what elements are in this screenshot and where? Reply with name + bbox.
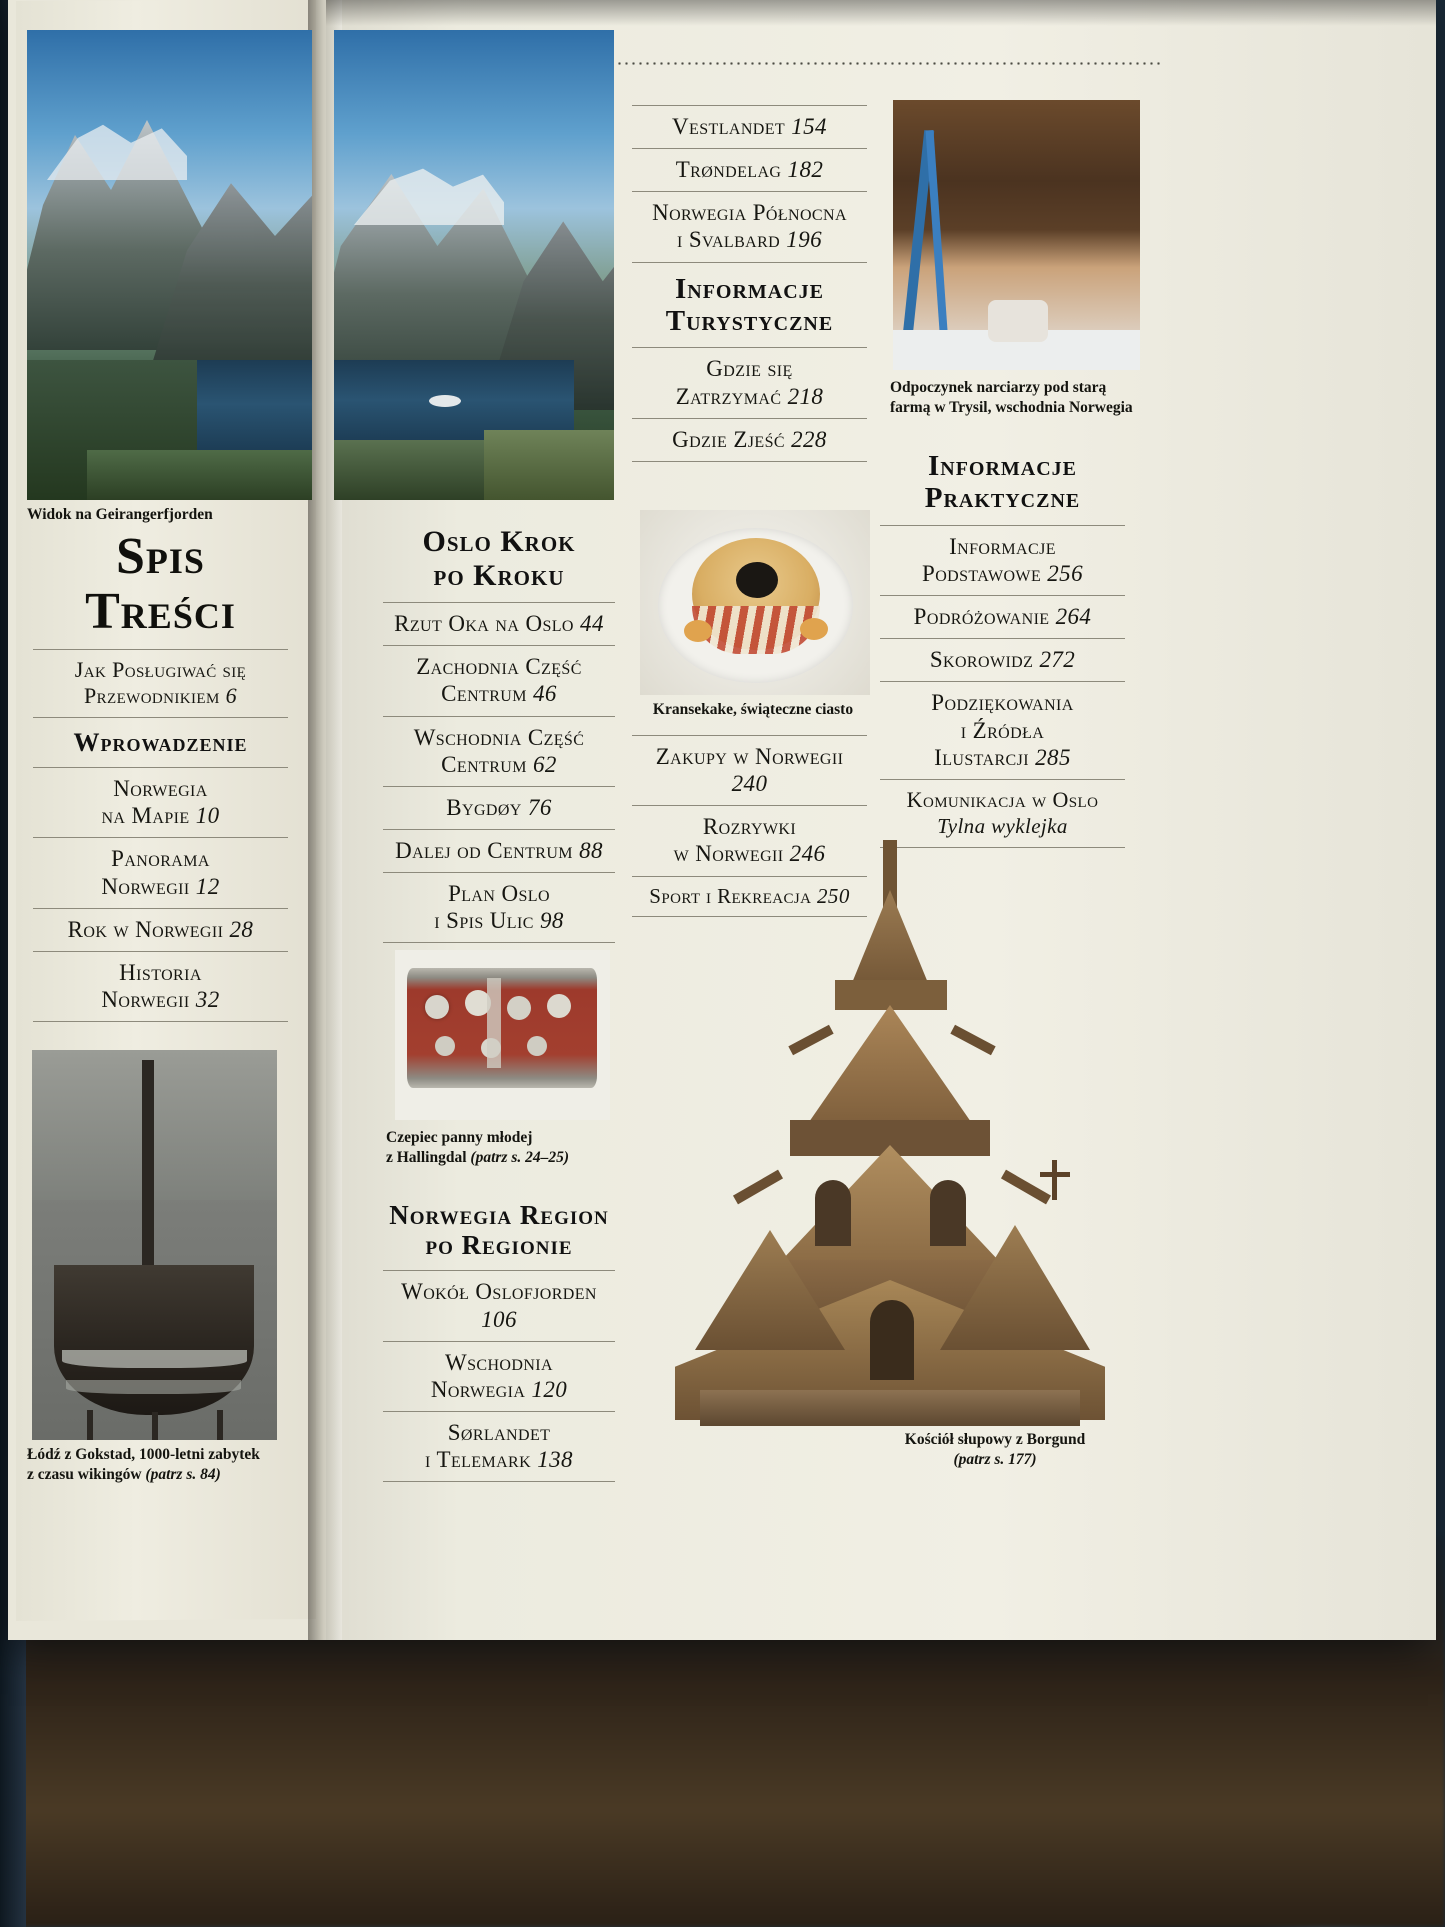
toc-entry-wokol-oslofjorden[interactable] bbox=[383, 1271, 615, 1341]
toc-section-label-line1: Informacje bbox=[927, 450, 1078, 482]
toc-fourth-column bbox=[880, 440, 1125, 848]
toc-entry-page: 106 bbox=[481, 1306, 517, 1332]
page-title-line1: Spis bbox=[116, 528, 205, 585]
toc-entry-page: 46 bbox=[533, 681, 557, 707]
toc-entry-label: Dalej od Centrum bbox=[395, 837, 573, 863]
toc-section-oslo-krok-po-kroku bbox=[383, 515, 615, 603]
caption-reference: (patrz s. 177) bbox=[953, 1450, 1037, 1468]
caption-line1: Czepiec panny młodej bbox=[386, 1129, 533, 1146]
toc-entry-page: 196 bbox=[786, 227, 822, 253]
toc-entry-page: 44 bbox=[580, 611, 604, 637]
toc-entry-page: 250 bbox=[817, 883, 850, 908]
toc-entry-page: 28 bbox=[229, 916, 254, 942]
toc-entry-label2: i Spis Ulic bbox=[434, 908, 534, 934]
toc-entry-label: Norwegia Północna bbox=[652, 200, 847, 226]
toc-entry-label: Podróżowanie bbox=[913, 604, 1050, 630]
toc-entry-page: 76 bbox=[527, 794, 552, 820]
toc-entry-label: Bygdøy bbox=[446, 794, 522, 820]
toc-entry-label: Wschodnia Część bbox=[413, 724, 585, 750]
caption-line1: Łódź z Gokstad, 1000-letni zabytek bbox=[27, 1446, 260, 1463]
toc-entry-jak-poslugiwac[interactable] bbox=[33, 650, 288, 718]
toc-entry-label: Trøndelag bbox=[675, 157, 782, 183]
toc-entry-page: 264 bbox=[1055, 604, 1092, 630]
photo-gokstad-ship bbox=[32, 1050, 277, 1440]
toc-entry-label2: Centrum bbox=[441, 751, 527, 777]
toc-entry-label: Vestlandet bbox=[672, 114, 786, 139]
toc-entry-sublabel: Tylna wyklejka bbox=[937, 813, 1068, 838]
toc-entry-label: Sørlandet bbox=[447, 1419, 551, 1445]
toc-entry-trondelag[interactable] bbox=[632, 149, 867, 192]
page-title-line2: Treści bbox=[85, 582, 236, 640]
toc-entry-label2: Centrum bbox=[441, 681, 527, 707]
caption-bridal-crown bbox=[386, 1128, 616, 1168]
caption-line2: z czasu wikingów bbox=[27, 1465, 142, 1483]
photo-skiers-trysil bbox=[893, 100, 1140, 370]
toc-entry-page: 12 bbox=[195, 873, 220, 899]
caption-geirangerfjord: Widok na Geirangerfjorden bbox=[27, 506, 213, 523]
toc-entry-podrozowanie[interactable] bbox=[880, 596, 1125, 639]
toc-entry-page: 62 bbox=[533, 751, 557, 777]
toc-entry-label: Gdzie się bbox=[706, 356, 793, 382]
toc-entry-page: 6 bbox=[225, 683, 238, 709]
toc-entry-plan-oslo-i-spis-ulic[interactable] bbox=[383, 873, 615, 943]
toc-entry-skorowidz[interactable] bbox=[880, 639, 1125, 682]
caption-line2: z Hallingdal bbox=[386, 1148, 471, 1166]
toc-entry-page: 240 bbox=[731, 771, 768, 797]
toc-entry-label: Skorowidz bbox=[929, 647, 1034, 673]
toc-entry-label2: Norwegii bbox=[101, 986, 190, 1012]
caption-reference: (patrz s. 24–25) bbox=[470, 1148, 570, 1166]
toc-entry-label: Jak Posługiwać się bbox=[74, 657, 247, 683]
toc-entry-page: 98 bbox=[539, 908, 564, 934]
toc-entry-label: Rok w Norwegii bbox=[67, 916, 224, 942]
toc-entry-page: 120 bbox=[531, 1376, 568, 1402]
page-top-shadow bbox=[326, 0, 1436, 26]
toc-entry-label2: i Svalbard bbox=[676, 227, 781, 253]
toc-entry-page: 256 bbox=[1047, 561, 1083, 587]
toc-entry-page: 285 bbox=[1035, 744, 1071, 770]
illustration-borgund-stave-church bbox=[640, 830, 1140, 1450]
toc-entry-label: Zakupy w Norwegii bbox=[655, 744, 844, 769]
toc-third-column bbox=[632, 105, 867, 462]
toc-entry-informacje-podstawowe[interactable] bbox=[880, 526, 1125, 596]
toc-entry-page: 246 bbox=[789, 841, 826, 867]
toc-entry-label2: Podstawowe bbox=[922, 561, 1042, 587]
toc-entry-label: Rozrywki bbox=[702, 814, 797, 840]
caption-borgund-stave-church bbox=[860, 1430, 1130, 1470]
toc-section-label-line2: po Regionie bbox=[425, 1230, 573, 1261]
toc-entry-label2: Norwegia bbox=[430, 1376, 526, 1402]
caption-skiers-trysil bbox=[890, 378, 1145, 418]
photo-geirangerfjord bbox=[27, 30, 312, 500]
toc-middle-column-regions bbox=[383, 1190, 615, 1482]
toc-section-label-line2: po Kroku bbox=[433, 558, 565, 592]
toc-entry-page: 10 bbox=[195, 803, 220, 829]
toc-entry-page: 32 bbox=[195, 986, 220, 1012]
toc-entry-label2: i Telemark bbox=[425, 1447, 532, 1473]
photo-bridal-crown bbox=[395, 950, 610, 1120]
toc-entry-label: Historia bbox=[119, 959, 202, 985]
toc-entry-label: Panorama bbox=[111, 846, 210, 872]
toc-entry-label2: i Źródła bbox=[960, 717, 1045, 743]
toc-section-norwegia-region-po-regionie bbox=[383, 1190, 615, 1271]
toc-entry-label: Rzut Oka na Oslo bbox=[394, 611, 574, 637]
toc-entry-label: Wokół Oslofjorden bbox=[401, 1279, 597, 1305]
toc-entry-label2: na Mapie bbox=[101, 803, 190, 829]
toc-entry-label: Informacje bbox=[949, 533, 1056, 559]
toc-entry-label2: w Norwegii bbox=[673, 841, 784, 867]
toc-section-wprowadzenie bbox=[33, 718, 288, 768]
toc-entry-gdzie-zjesc[interactable] bbox=[632, 419, 867, 462]
toc-section-label-line2: Turystyczne bbox=[665, 304, 834, 337]
toc-entry-label2: Przewodnikiem bbox=[83, 683, 220, 709]
toc-entry-label2: Zatrzymać bbox=[675, 383, 782, 409]
caption-line1: Kościół słupowy z Borgund bbox=[904, 1431, 1086, 1448]
toc-entry-bygdoy[interactable] bbox=[383, 787, 615, 830]
photo-kransekake bbox=[640, 510, 870, 695]
toc-entry-page: 138 bbox=[537, 1447, 573, 1473]
toc-entry-label2: Norwegii bbox=[101, 873, 190, 899]
toc-section-label-line1: Informacje bbox=[674, 272, 825, 305]
toc-entry-page: 272 bbox=[1039, 647, 1076, 673]
toc-section-label-line1: Oslo Krok bbox=[422, 525, 576, 558]
caption-reference: (patrz s. 84) bbox=[145, 1465, 221, 1483]
toc-entry-norwegia-na-mapie[interactable] bbox=[33, 768, 288, 838]
toc-entry-label: Komunikacja w Oslo bbox=[906, 786, 1099, 812]
toc-entry-rok-w-norwegii[interactable] bbox=[33, 909, 288, 952]
toc-entry-gdzie-sie-zatrzymac[interactable] bbox=[632, 348, 867, 418]
page-title bbox=[33, 530, 288, 650]
toc-entry-historia-norwegii[interactable] bbox=[33, 952, 288, 1022]
toc-entry-panorama-norwegii[interactable] bbox=[33, 838, 288, 908]
toc-entry-label3: Ilustarcji bbox=[934, 744, 1029, 770]
caption-line2: farmą w Trysil, wschodnia Norwegia bbox=[890, 398, 1133, 416]
toc-middle-column bbox=[383, 515, 615, 943]
toc-section-label: Wprowadzenie bbox=[73, 728, 248, 758]
toc-entry-label: Sport i Rekreacja bbox=[649, 883, 812, 908]
toc-entry-label: Zachodnia Część bbox=[416, 654, 582, 680]
toc-entry-page: 228 bbox=[791, 426, 827, 452]
toc-entry-page: 154 bbox=[791, 114, 827, 139]
toc-entry-page: 182 bbox=[787, 157, 824, 183]
toc-entry-rzut-oka-na-oslo[interactable] bbox=[383, 603, 615, 646]
toc-entry-label: Podziękowania bbox=[931, 690, 1074, 716]
toc-left-column bbox=[33, 530, 288, 1022]
toc-entry-label: Wschodnia bbox=[445, 1349, 553, 1375]
caption-kransekake: Kransekake, świąteczne ciasto bbox=[652, 701, 854, 718]
toc-entry-label: Gdzie Zjeść bbox=[672, 426, 785, 452]
toc-entry-zachodnia-czesc-centrum[interactable] bbox=[383, 646, 615, 716]
toc-entry-norwegia-polnocna-i-svalbard[interactable] bbox=[632, 192, 867, 262]
caption-line1: Odpoczynek narciarzy pod starą bbox=[890, 379, 1107, 396]
toc-section-label-line2: Praktyczne bbox=[924, 482, 1081, 515]
toc-entry-dalej-od-centrum[interactable] bbox=[383, 830, 615, 873]
toc-section-informacje-turystyczne bbox=[632, 263, 867, 349]
toc-entry-wschodnia-czesc-centrum[interactable] bbox=[383, 717, 615, 787]
toc-entry-podziekowania-i-zrodla-ilustracji[interactable] bbox=[880, 682, 1125, 779]
toc-section-informacje-praktyczne bbox=[880, 440, 1125, 526]
toc-entry-page: 218 bbox=[787, 383, 824, 409]
toc-entry-page: 88 bbox=[579, 837, 603, 863]
toc-entry-wschodnia-norwegia[interactable] bbox=[383, 1342, 615, 1412]
photo-geirangerfjord-right-half bbox=[334, 30, 614, 500]
toc-section-label-line1: Norwegia Region bbox=[389, 1200, 609, 1230]
toc-entry-label: Plan Oslo bbox=[448, 881, 550, 907]
toc-entry-label: Norwegia bbox=[113, 776, 208, 802]
toc-entry-vestlandet[interactable] bbox=[632, 105, 867, 149]
toc-entry-zakupy-w-norwegii[interactable] bbox=[632, 735, 867, 806]
caption-gokstad-ship bbox=[27, 1445, 297, 1485]
toc-entry-sorlandet-i-telemark[interactable] bbox=[383, 1412, 615, 1482]
